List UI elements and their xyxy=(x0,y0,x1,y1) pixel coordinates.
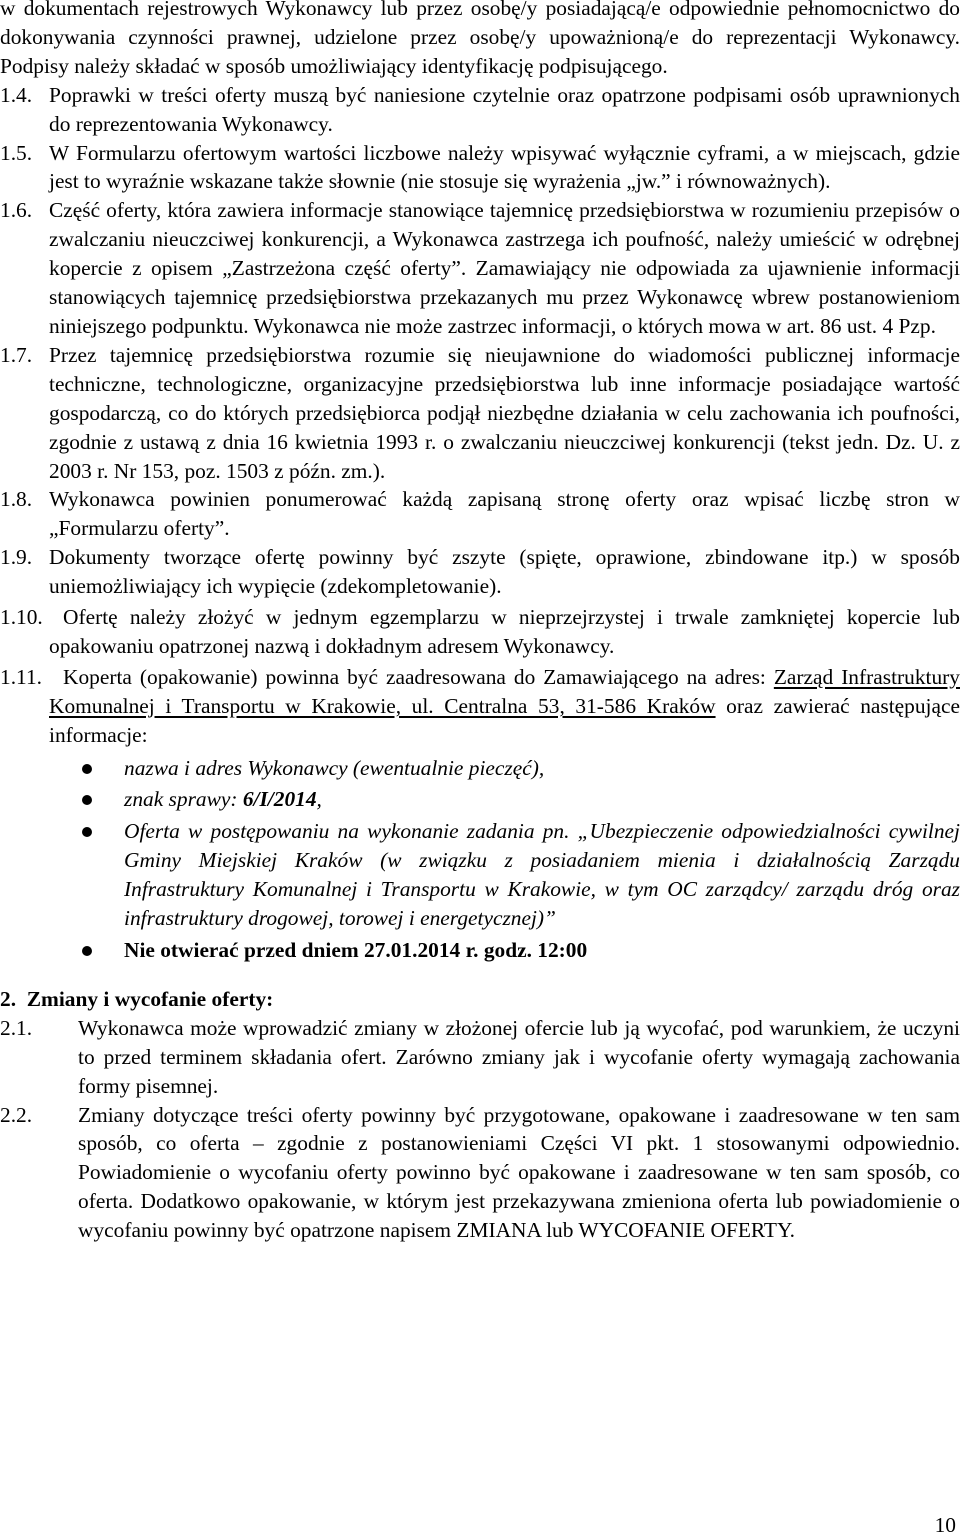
list-item-1-7 xyxy=(0,341,960,486)
case-number-value: 6/I/2014 xyxy=(242,787,317,812)
item-text-after: oraz zawierać następujące informacje: xyxy=(49,693,960,747)
case-number-label: znak sprawy: xyxy=(124,787,238,812)
bullet-item xyxy=(0,785,960,814)
item-number: 1.4. xyxy=(0,82,33,107)
do-not-open-notice: Nie otwierać przed dniem 27.01.2014 r. godz. 12:00 xyxy=(124,938,588,962)
item-text: Część oferty, która zawiera informacje stanowiące tajemnicę przedsiębiorstwa w rozumieniu przepisów o zwalczaniu nieuczciwej konkurencji, a Wykonawca zastrzega ich poufność, należy umieścić w odrębnej kopercie z opisem „Zastrzeżona część oferty”. Zamawiający nie odpowiada za ujawnienie informacji stanowiących tajemnicę przedsiębiorstwa przekazanych mu przez Wykonawcę wbrew postanowieniom niniejszego podpunktu. Wykonawca nie może zastrzec informacji, o których mowa w art. 86 ust. 4 Pzp. xyxy=(49,198,960,338)
item-number: 1.8. xyxy=(0,487,33,512)
item-text-before: Koperta (opakowanie) powinna być zaadresowana do Zamawiającego na adres: xyxy=(63,664,766,689)
paragraph-continuation: w dokumentach rejestrowych Wykonawcy lub przez osobę/y posiadającą/e odpowiednie pełnomocnictwo do dokonywania czynności prawnej, udzielone przez osobę/y upoważnioną/e do reprezentacji Wykonawcy. Podpisy należy składać w sposób umożliwiający identyfikację podpisującego. xyxy=(0,0,960,78)
bullet-icon xyxy=(82,795,92,805)
item-number: 1.11. xyxy=(0,664,42,689)
bullet-icon xyxy=(82,827,92,837)
item-text: Wykonawca powinien ponumerować każdą zapisaną stronę oferty oraz wpisać liczbę stron w „Formularzu oferty”. xyxy=(49,487,960,541)
item-text: W Formularzu ofertowym wartości liczbowe należy wpisywać wyłącznie cyframi, a w miejscach, gdzie jest to wyraźnie wskazane także słownie (nie stosuje się wyrażenia „jw.” i równoważnych). xyxy=(49,140,960,194)
bullet-text: Oferta w postępowaniu na wykonanie zadania pn. „Ubezpieczenie odpowiedzialności cywilnej Gminy Miejskiej Kraków (w związku z posiadaniem mienia i działalnością Zarządu Infrastruktury Komunalnej i Transportu w Krakowie, w tym OC zarządcy/ zarządu dróg oraz infrastruktury drogowej, torowej i energetycznej)” xyxy=(124,819,960,931)
bullet-text: nazwa i adres Wykonawcy (ewentualnie pieczęć), xyxy=(124,755,545,780)
bullet-icon xyxy=(82,764,92,774)
item-text: Ofertę należy złożyć w jednym egzemplarzu w nieprzejrzystej i trwale zamkniętej kopercie lub opakowaniu opatrzonej nazwą i dokładnym adresem Wykonawcy. xyxy=(49,605,960,658)
item-text: Zmiany dotyczące treści oferty powinny być przygotowane, opakowane i zaadresowane w ten sam sposób, co oferta – zgodnie z postanowieniami Części VI pkt. 1 stosowanymi odpowiednio. Powiadomienie o wycofaniu oferty powinno być opakowane i zaadresowane w ten sam sposób, co oferta. Dodatkowo opakowanie, w którym jest przekazywana zmieniona oferta lub powiadomienie o wycofaniu powinny być opatrzone napisem ZMIANA lub WYCOFANIE OFERTY. xyxy=(78,1102,960,1243)
item-number: 1.7. xyxy=(0,342,33,367)
item-text: Wykonawca może wprowadzić zmiany w złożonej ofercie lub ją wycofać, pod warunkiem, że uczyni to przed terminem składania ofert. Zarówno zmiany jak i wycofanie oferty wymagają zachowania formy pisemnej. xyxy=(78,1015,960,1098)
list-item-2-1 xyxy=(0,1014,960,1101)
bullet-icon xyxy=(82,946,92,956)
bullet-item xyxy=(0,936,960,965)
address-underlined: Zarząd Infrastruktury Komunalnej i Transportu w Krakowie, ul. Centralna 53, 31-586 Kraków xyxy=(49,664,960,718)
list-item-1-6 xyxy=(0,196,960,341)
list-item-2-2 xyxy=(0,1101,960,1246)
section-heading: 2. Zmiany i wycofanie oferty: xyxy=(0,986,274,1011)
bullet-item xyxy=(0,817,960,933)
item-number: 2.2. xyxy=(0,1102,33,1127)
envelope-info-list xyxy=(0,754,960,965)
list-item-1-8 xyxy=(0,485,960,543)
list-item-1-10 xyxy=(0,603,960,661)
list-item-1-9 xyxy=(0,543,960,601)
page-number: 10 xyxy=(934,1513,956,1537)
item-text: Dokumenty tworzące ofertę powinny być zszyte (spięte, oprawione, zbindowane itp.) w sposób uniemożliwiający ich wypięcie (zdekompletowanie). xyxy=(49,545,960,599)
list-item-1-11 xyxy=(0,663,960,750)
item-number: 1.9. xyxy=(0,545,33,570)
list-item-1-5 xyxy=(0,139,960,197)
item-number: 1.5. xyxy=(0,140,33,165)
case-number-tail: , xyxy=(316,787,322,812)
item-number: 1.6. xyxy=(0,198,33,223)
list-item-1-4 xyxy=(0,81,960,139)
item-text: Poprawki w treści oferty muszą być naniesione czytelnie oraz opatrzone podpisami osób uprawnionych do reprezentowania Wykonawcy. xyxy=(49,82,960,136)
item-text xyxy=(49,663,960,750)
item-text: Przez tajemnicę przedsiębiorstwa rozumie się nieujawnione do wiadomości publicznej informacje techniczne, technologiczne, organizacyjne przedsiębiorstwa lub inne informacje posiadające wartość gospodarczą, co do których przedsiębiorca podjął niezbędne działania w celu zachowania ich poufności, zgodnie z ustawą z dnia 16 kwietnia 1993 r. o zwalczaniu nieuczciwej konkurencji (tekst jedn. Dz. U. z 2003 r. Nr 153, poz. 1503 z późn. zm.). xyxy=(49,342,960,483)
bullet-item xyxy=(0,754,960,783)
item-number: 1.10. xyxy=(0,605,43,630)
item-number: 2.1. xyxy=(0,1015,33,1040)
